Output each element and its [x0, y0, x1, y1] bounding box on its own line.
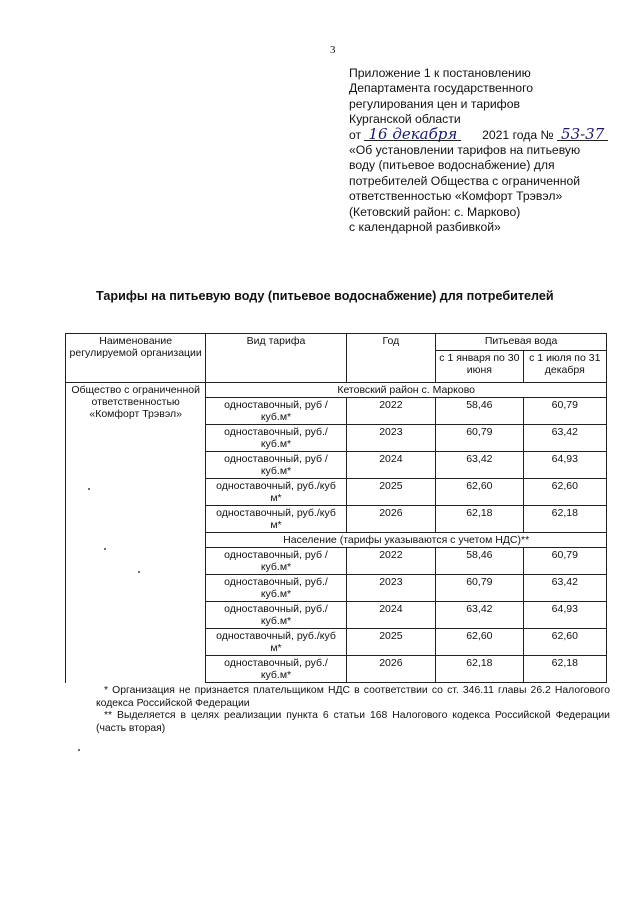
- first-half-value: 58,46: [436, 398, 523, 425]
- year-cell: 2022: [346, 398, 435, 425]
- year-cell: 2026: [346, 506, 435, 533]
- footnote-vat-payer: * Организация не признается плательщиком НДС в соответствии со ст. 346.11 главы 26.2 Налогового кодекса Российской Федерации: [96, 685, 610, 709]
- appendix-line: регулирования цен и тарифов: [349, 96, 520, 111]
- table-header-row: [66, 334, 607, 351]
- year-cell: 2026: [346, 656, 435, 683]
- scan-speck: [88, 488, 90, 490]
- scan-speck: [78, 749, 80, 751]
- header-drinking-water: Питьевая вода: [436, 334, 607, 351]
- subject-line: (Кетовский район: с. Марково): [349, 204, 521, 219]
- footnotes: [96, 685, 610, 735]
- handwritten-number: 53-37: [557, 128, 608, 141]
- footnote-vat-allocation: ** Выделяется в целях реализации пункта 6 статьи 168 Налогового кодекса Российской Федерации (часть вторая): [96, 710, 610, 734]
- year-cell: 2025: [346, 479, 435, 506]
- section-row: [66, 383, 607, 398]
- handwritten-date: 16 декабря: [364, 128, 461, 141]
- year-cell: 2025: [346, 629, 435, 656]
- appendix-line: Приложение 1 к постановлению: [349, 66, 531, 80]
- second-half-value: 62,60: [523, 629, 606, 656]
- tariff-kind-cell: одноставочный, руб /куб.м*: [206, 398, 346, 425]
- second-half-value: 60,79: [523, 548, 606, 575]
- second-half-value: 64,93: [523, 452, 606, 479]
- subject-line: с календарной разбивкой»: [349, 220, 501, 235]
- first-half-value: 60,79: [436, 425, 523, 452]
- section-title-area: Кетовский район с. Марково: [206, 383, 607, 398]
- first-half-value: 58,46: [436, 548, 523, 575]
- appendix-header: [349, 66, 619, 235]
- year-cell: 2022: [346, 548, 435, 575]
- scan-speck: [138, 571, 140, 573]
- year-cell: 2024: [346, 602, 435, 629]
- second-half-value: 62,60: [523, 479, 606, 506]
- page-number: 3: [330, 44, 336, 56]
- appendix-line: Курганской области: [349, 112, 461, 127]
- first-half-value: 63,42: [436, 602, 523, 629]
- subject-line: потребителей Общества с ограниченной: [349, 173, 581, 188]
- header-second-half: с 1 июля по 31 декабря: [523, 351, 606, 383]
- year-cell: 2023: [346, 575, 435, 602]
- appendix-date-line: [349, 124, 619, 143]
- appendix-line: Департамента государственного: [349, 81, 534, 96]
- first-half-value: 62,18: [436, 656, 523, 683]
- year-cell: 2024: [346, 452, 435, 479]
- second-half-value: 63,42: [523, 575, 606, 602]
- year-text: 2021 года №: [482, 127, 554, 142]
- second-half-value: 64,93: [523, 602, 606, 629]
- first-half-value: 62,18: [436, 506, 523, 533]
- tariff-kind-cell: одноставочный, руб /куб.м*: [206, 548, 346, 575]
- tariff-kind-cell: одноставочный, руб./куб м*: [206, 479, 346, 506]
- header-year: Год: [346, 334, 435, 383]
- tariff-kind-cell: одноставочный, руб./куб.м*: [206, 656, 346, 683]
- date-prefix: от: [349, 127, 362, 142]
- header-organization: Наименование регулируемой организации: [66, 334, 206, 383]
- tariff-kind-cell: одноставочный, руб./куб.м*: [206, 602, 346, 629]
- first-half-value: 63,42: [436, 452, 523, 479]
- second-half-value: 60,79: [523, 398, 606, 425]
- tariff-kind-cell: одноставочный, руб./куб.м*: [206, 575, 346, 602]
- tariff-kind-cell: одноставочный, руб./куб м*: [206, 629, 346, 656]
- organization-name: Общество с ограниченной ответственностью «Комфорт Трэвэл»: [66, 383, 206, 683]
- tariff-table: [65, 333, 607, 683]
- second-half-value: 63,42: [523, 425, 606, 452]
- first-half-value: 60,79: [436, 575, 523, 602]
- subject-line: воду (питьевое водоснабжение) для: [349, 158, 555, 173]
- tariff-kind-cell: одноставочный, руб./куб.м*: [206, 425, 346, 452]
- tariff-kind-cell: одноставочный, руб /куб.м*: [206, 452, 346, 479]
- second-half-value: 62,18: [523, 656, 606, 683]
- subject-line: ответственностью «Комфорт Трэвэл»: [349, 189, 563, 204]
- header-tariff-kind: Вид тарифа: [206, 334, 346, 383]
- section-title-population: Население (тарифы указываются с учетом НДС)**: [206, 533, 607, 548]
- header-first-half: с 1 января по 30 июня: [436, 351, 523, 383]
- scan-speck: [104, 548, 106, 550]
- subject-line: «Об установлении тарифов на питьевую: [349, 143, 581, 158]
- first-half-value: 62,60: [436, 629, 523, 656]
- second-half-value: 62,18: [523, 506, 606, 533]
- first-half-value: 62,60: [436, 479, 523, 506]
- tariff-kind-cell: одноставочный, руб./куб м*: [206, 506, 346, 533]
- document-title: Тарифы на питьевую воду (питьевое водоснабжение) для потребителей: [96, 289, 554, 303]
- year-cell: 2023: [346, 425, 435, 452]
